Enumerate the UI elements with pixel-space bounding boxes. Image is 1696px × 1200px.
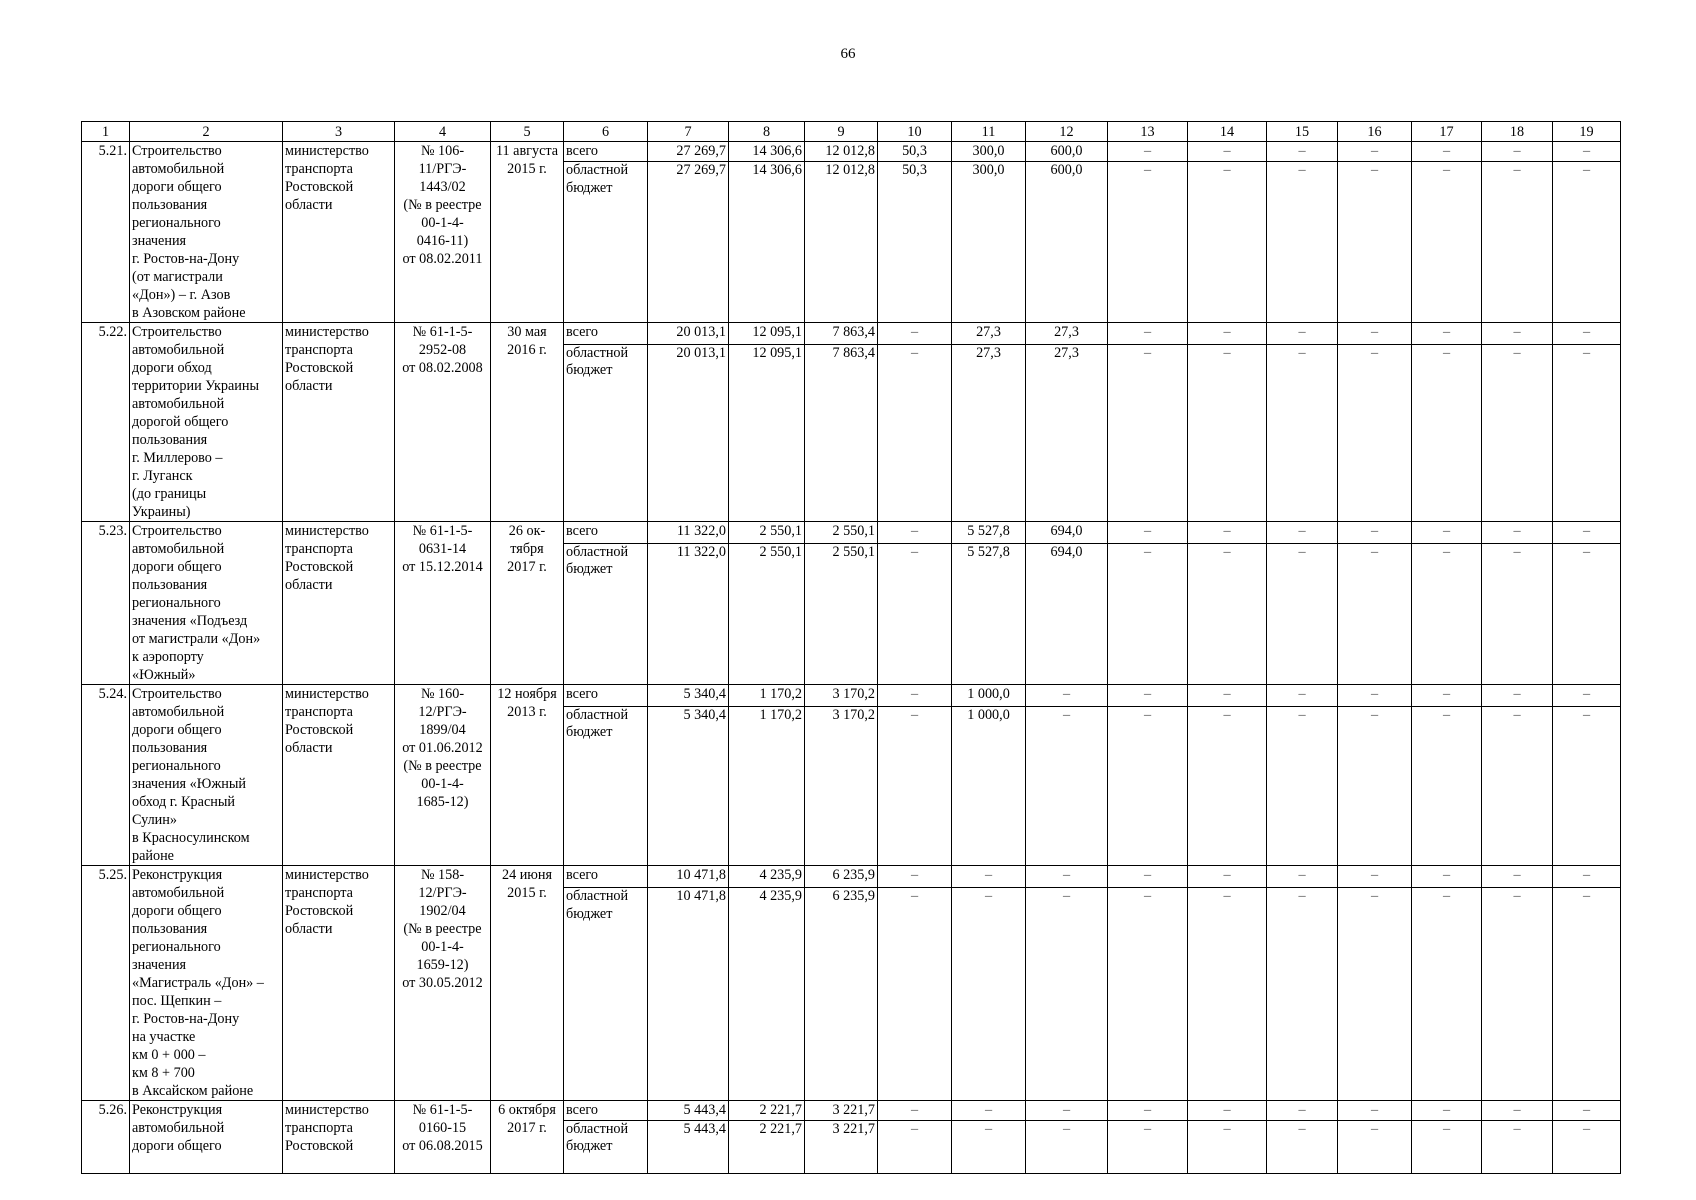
value-cell: – [1108,323,1188,345]
funding-source-total: всего [564,685,648,707]
value-cell: – [1412,1101,1482,1121]
value-cell: 2 550,1 [729,543,805,684]
column-header-6: 6 [564,122,648,142]
table-row [82,142,1621,162]
value-cell: – [1188,888,1267,1101]
value-cell: 14 306,6 [729,142,805,162]
column-header-18: 18 [1482,122,1553,142]
table-row [82,522,1621,544]
value-cell: – [1338,162,1412,323]
value-cell: 1 170,2 [729,685,805,707]
value-cell: 50,3 [878,162,952,323]
value-cell: 600,0 [1026,142,1108,162]
value-cell: 5 340,4 [648,706,729,865]
value-cell: – [1412,866,1482,888]
value-cell: – [1412,685,1482,707]
responsible-organization: министерство транспорта Ростовской области [283,866,395,1101]
value-cell: 12 095,1 [729,323,805,345]
value-cell: – [1482,706,1553,865]
value-cell: 300,0 [952,142,1026,162]
value-cell: 2 221,7 [729,1121,805,1174]
expertise-document: № 158- 12/РГЭ- 1902/04 (№ в реестре 00-1-4- 1659-12) от 30.05.2012 [395,866,491,1101]
value-cell: – [1267,866,1338,888]
project-name: Строительство автомобильной дороги общего пользования регионального значения г. Ростов-на-Дону (от магистрали «Дон») – г. Азов в Азовском районе [130,142,283,323]
expertise-document: № 61-1-5- 2952-08 от 08.02.2008 [395,323,491,522]
value-cell: – [1188,866,1267,888]
value-cell: 2 550,1 [729,522,805,544]
table-row [82,1101,1621,1121]
table-row [82,866,1621,888]
value-cell: 27,3 [1026,345,1108,522]
value-cell: 5 340,4 [648,685,729,707]
value-cell: – [1267,1121,1338,1174]
value-cell: – [1188,1101,1267,1121]
value-cell: – [1412,345,1482,522]
value-cell: – [1482,866,1553,888]
value-cell: – [1553,345,1621,522]
value-cell: – [1412,142,1482,162]
value-cell: – [1026,706,1108,865]
funding-source-regional: областной бюджет [564,1121,648,1174]
value-cell: – [878,1101,952,1121]
value-cell: – [1482,685,1553,707]
value-cell: – [1108,162,1188,323]
value-cell: – [878,685,952,707]
completion-date: 26 ок- тября 2017 г. [491,522,564,685]
value-cell: 1 000,0 [952,685,1026,707]
value-cell: 27,3 [952,345,1026,522]
value-cell: – [1482,162,1553,323]
value-cell: – [1482,345,1553,522]
value-cell: – [1108,866,1188,888]
value-cell: – [952,1121,1026,1174]
column-header-11: 11 [952,122,1026,142]
value-cell: – [1108,522,1188,544]
value-cell: 20 013,1 [648,323,729,345]
value-cell: 12 095,1 [729,345,805,522]
value-cell: – [1338,345,1412,522]
responsible-organization: министерство транспорта Ростовской области [283,522,395,685]
funding-source-regional: областной бюджет [564,888,648,1101]
value-cell: 7 863,4 [805,345,878,522]
value-cell: 11 322,0 [648,522,729,544]
value-cell: – [1188,162,1267,323]
value-cell: – [1188,543,1267,684]
value-cell: – [1188,323,1267,345]
row-number: 5.22. [82,323,130,522]
value-cell: – [1108,1101,1188,1121]
row-number: 5.23. [82,522,130,685]
project-name: Реконструкция автомобильной дороги общего [130,1101,283,1174]
value-cell: 20 013,1 [648,345,729,522]
value-cell: – [1267,345,1338,522]
completion-date: 30 мая 2016 г. [491,323,564,522]
funding-source-total: всего [564,323,648,345]
column-header-12: 12 [1026,122,1108,142]
value-cell: – [1553,685,1621,707]
project-name: Реконструкция автомобильной дороги общего пользования регионального значения «Магистраль «Дон» – пос. Щепкин – г. Ростов-на-Дону на участке км 0 + 000 – км 8 + 700 в Аксайском районе [130,866,283,1101]
value-cell: – [1188,345,1267,522]
completion-date: 12 ноября 2013 г. [491,685,564,866]
value-cell: – [878,522,952,544]
value-cell: 10 471,8 [648,888,729,1101]
value-cell: – [1553,323,1621,345]
value-cell: 3 170,2 [805,706,878,865]
value-cell: – [1108,543,1188,684]
funding-source-total: всего [564,1101,648,1121]
funding-source-regional: областной бюджет [564,162,648,323]
expertise-document: № 61-1-5- 0631-14 от 15.12.2014 [395,522,491,685]
value-cell: – [878,866,952,888]
column-header-1: 1 [82,122,130,142]
completion-date: 11 августа 2015 г. [491,142,564,323]
value-cell: – [1267,706,1338,865]
value-cell: 12 012,8 [805,142,878,162]
value-cell: 1 170,2 [729,706,805,865]
project-name: Строительство автомобильной дороги обход территории Украины автомобильной дорогой общего пользования г. Миллерово – г. Луганск (до границы Украины) [130,323,283,522]
value-cell: – [1553,866,1621,888]
value-cell: – [1553,1121,1621,1174]
value-cell: – [1338,706,1412,865]
value-cell: – [952,888,1026,1101]
value-cell: 3 170,2 [805,685,878,707]
column-header-10: 10 [878,122,952,142]
value-cell: – [1026,685,1108,707]
value-cell: – [1267,888,1338,1101]
value-cell: – [1482,323,1553,345]
completion-date: 6 октября 2017 г. [491,1101,564,1174]
expertise-document: № 106- 11/РГЭ- 1443/02 (№ в реестре 00-1-4- 0416-11) от 08.02.2011 [395,142,491,323]
value-cell: – [1188,522,1267,544]
value-cell: – [1338,323,1412,345]
value-cell: – [1482,142,1553,162]
funding-source-regional: областной бюджет [564,345,648,522]
value-cell: – [1482,1101,1553,1121]
value-cell: 1 000,0 [952,706,1026,865]
value-cell: – [1267,142,1338,162]
value-cell: – [1553,1101,1621,1121]
value-cell: – [1412,1121,1482,1174]
value-cell: – [1412,888,1482,1101]
expertise-document: № 160- 12/РГЭ- 1899/04 от 01.06.2012 (№ в реестре 00-1-4- 1685-12) [395,685,491,866]
column-header-14: 14 [1188,122,1267,142]
responsible-organization: министерство транспорта Ростовской [283,1101,395,1174]
expertise-document: № 61-1-5- 0160-15 от 06.08.2015 [395,1101,491,1174]
value-cell: – [952,866,1026,888]
value-cell: 300,0 [952,162,1026,323]
value-cell: – [1188,142,1267,162]
funding-source-total: всего [564,522,648,544]
financing-table [81,121,1621,1174]
value-cell: – [1553,888,1621,1101]
value-cell: – [1482,522,1553,544]
value-cell: 694,0 [1026,543,1108,684]
column-header-8: 8 [729,122,805,142]
value-cell: – [878,888,952,1101]
value-cell: – [878,543,952,684]
column-header-17: 17 [1412,122,1482,142]
value-cell: 600,0 [1026,162,1108,323]
responsible-organization: министерство транспорта Ростовской области [283,323,395,522]
table-row [82,323,1621,345]
value-cell: – [878,345,952,522]
value-cell: – [1338,522,1412,544]
value-cell: 50,3 [878,142,952,162]
funding-source-regional: областной бюджет [564,706,648,865]
value-cell: – [1412,543,1482,684]
value-cell: 4 235,9 [729,888,805,1101]
column-header-5: 5 [491,122,564,142]
value-cell: 7 863,4 [805,323,878,345]
page-number: 66 [840,46,856,62]
value-cell: 2 221,7 [729,1101,805,1121]
table-row [82,685,1621,707]
value-cell: 3 221,7 [805,1121,878,1174]
value-cell: – [1412,323,1482,345]
value-cell: – [1188,706,1267,865]
column-header-9: 9 [805,122,878,142]
value-cell: – [1267,543,1338,684]
value-cell: – [1267,1101,1338,1121]
row-number: 5.26. [82,1101,130,1174]
value-cell: – [1338,543,1412,684]
project-name: Строительство автомобильной дороги общего пользования регионального значения «Подъезд от магистрали «Дон» к аэропорту «Южный» [130,522,283,685]
value-cell: 694,0 [1026,522,1108,544]
value-cell: 27,3 [952,323,1026,345]
value-cell: – [1338,888,1412,1101]
value-cell: – [1108,142,1188,162]
value-cell: – [1188,1121,1267,1174]
value-cell: – [1553,706,1621,865]
value-cell: 5 527,8 [952,522,1026,544]
value-cell: 4 235,9 [729,866,805,888]
column-header-3: 3 [283,122,395,142]
value-cell: 3 221,7 [805,1101,878,1121]
value-cell: – [1482,543,1553,684]
value-cell: – [1026,1101,1108,1121]
row-number: 5.25. [82,866,130,1101]
column-header-15: 15 [1267,122,1338,142]
value-cell: – [1026,866,1108,888]
value-cell: – [1412,522,1482,544]
value-cell: 6 235,9 [805,888,878,1101]
value-cell: – [878,706,952,865]
value-cell: 27,3 [1026,323,1108,345]
value-cell: – [1553,142,1621,162]
value-cell: – [1108,685,1188,707]
value-cell: – [1267,323,1338,345]
value-cell: – [1553,522,1621,544]
value-cell: – [878,1121,952,1174]
value-cell: – [1338,1121,1412,1174]
value-cell: 5 443,4 [648,1121,729,1174]
value-cell: – [1026,1121,1108,1174]
value-cell: – [1267,522,1338,544]
column-header-19: 19 [1553,122,1621,142]
column-header-13: 13 [1108,122,1188,142]
value-cell: 5 527,8 [952,543,1026,684]
funding-source-total: всего [564,866,648,888]
value-cell: – [1412,162,1482,323]
value-cell: – [1482,1121,1553,1174]
column-header-2: 2 [130,122,283,142]
value-cell: – [1267,162,1338,323]
column-number-header-row [82,122,1621,142]
column-header-7: 7 [648,122,729,142]
completion-date: 24 июня 2015 г. [491,866,564,1101]
value-cell: – [1482,888,1553,1101]
row-number: 5.24. [82,685,130,866]
value-cell: 11 322,0 [648,543,729,684]
value-cell: – [1267,685,1338,707]
value-cell: 6 235,9 [805,866,878,888]
value-cell: 10 471,8 [648,866,729,888]
project-name: Строительство автомобильной дороги общего пользования регионального значения «Южный обход г. Красный Сулин» в Красносулинском районе [130,685,283,866]
value-cell: – [1338,866,1412,888]
value-cell: – [1108,706,1188,865]
funding-source-regional: областной бюджет [564,543,648,684]
value-cell: 2 550,1 [805,543,878,684]
value-cell: – [1412,706,1482,865]
value-cell: 12 012,8 [805,162,878,323]
value-cell: 27 269,7 [648,162,729,323]
value-cell: – [1338,1101,1412,1121]
value-cell: – [1553,162,1621,323]
value-cell: – [1026,888,1108,1101]
value-cell: – [1553,543,1621,684]
value-cell: – [1108,345,1188,522]
value-cell: – [1188,685,1267,707]
column-header-4: 4 [395,122,491,142]
value-cell: – [1338,142,1412,162]
value-cell: 14 306,6 [729,162,805,323]
column-header-16: 16 [1338,122,1412,142]
value-cell: 27 269,7 [648,142,729,162]
value-cell: – [878,323,952,345]
funding-source-total: всего [564,142,648,162]
value-cell: – [1338,685,1412,707]
row-number: 5.21. [82,142,130,323]
value-cell: 5 443,4 [648,1101,729,1121]
responsible-organization: министерство транспорта Ростовской области [283,685,395,866]
responsible-organization: министерство транспорта Ростовской области [283,142,395,323]
value-cell: – [1108,888,1188,1101]
value-cell: – [1108,1121,1188,1174]
value-cell: 2 550,1 [805,522,878,544]
value-cell: – [952,1101,1026,1121]
